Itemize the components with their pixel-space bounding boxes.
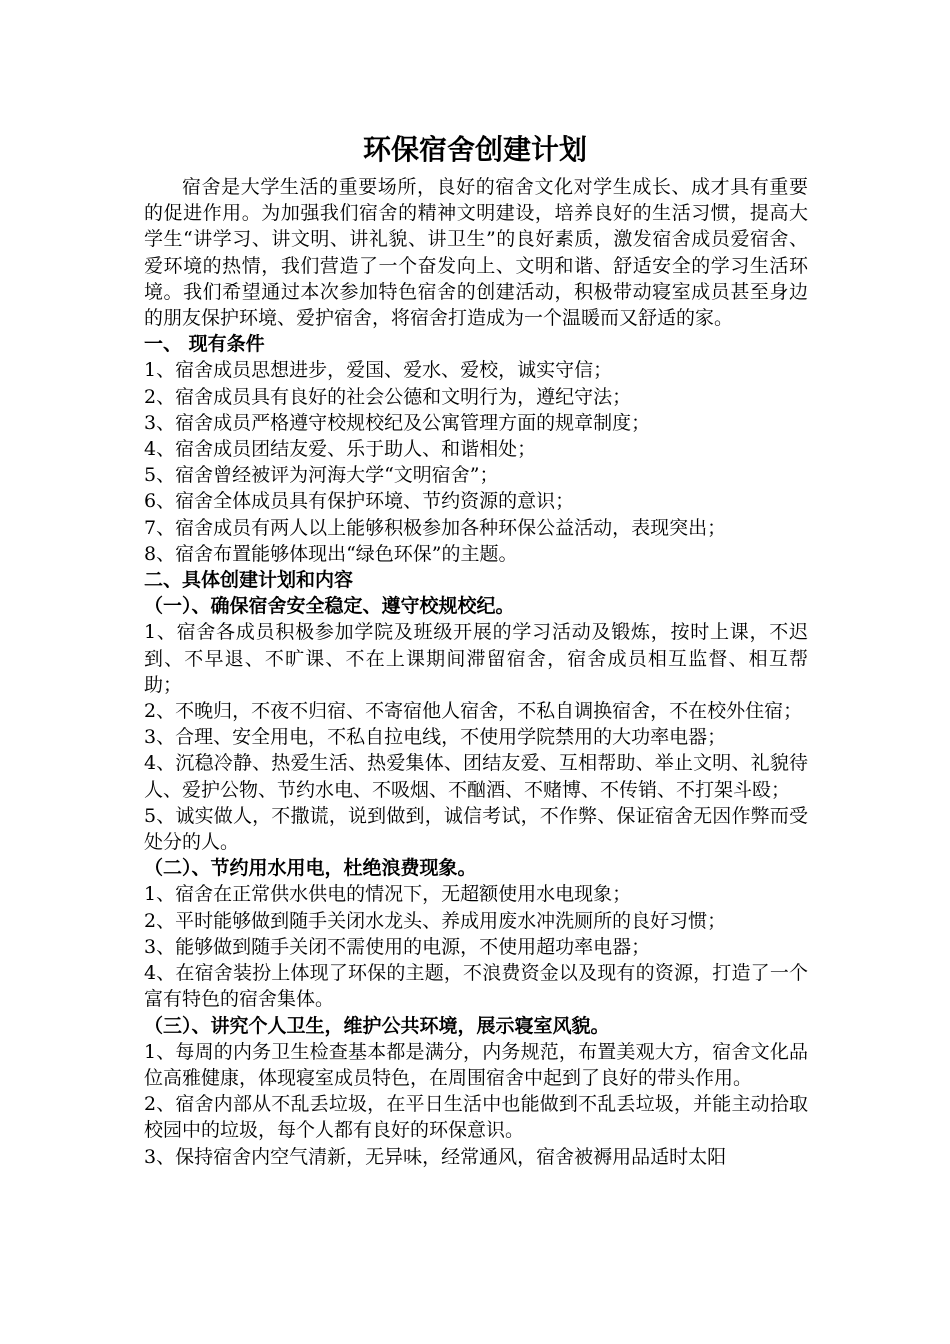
- subsection2-item: 4、在宿舍装扮上体现了环保的主题，不浪费资金以及现有的资源，打造了一个富有特色的宿舍集体。: [144, 962, 808, 1011]
- section2-heading: 二、具体创建计划和内容: [144, 569, 354, 592]
- subsection1-item: 3、合理、安全用电，不私自拉电线，不使用学院禁用的大功率电器；: [144, 726, 727, 749]
- document-title: 环保宿舍创建计划: [362, 133, 587, 166]
- subsection3-item: 2、宿舍内部从不乱丢垃圾，在平日生活中也能做到不乱丢垃圾，并能主动拾取校园中的垃圾，每个人都有良好的环保意识。: [144, 1093, 808, 1142]
- subsection2-item: 3、能够做到随手关闭不需使用的电源，不使用超功率电器；: [144, 935, 651, 958]
- subsection2-item: 1、宿舍在正常供水供电的情况下，无超额使用水电现象；: [144, 883, 632, 906]
- section1-item: 7、宿舍成员有两人以上能够积极参加各种环保公益活动，表现突出；: [144, 516, 727, 539]
- subsection2-item: 2、平时能够做到随手关闭水龙头、养成用废水冲洗厕所的良好习惯；: [144, 909, 727, 932]
- subsection1-item: 2、不晚归，不夜不归宿、不寄宿他人宿舍，不私自调换宿舍，不在校外住宿；: [144, 700, 803, 723]
- section1-item: 5、宿舍曾经被评为河海大学“文明宿舍”；: [144, 464, 499, 487]
- section1-item: 6、宿舍全体成员具有保护环境、节约资源的意识；: [144, 490, 575, 513]
- subsection3-item: 3、保持宿舍内空气清新，无异味，经常通风，宿舍被褥用品适时太阳: [144, 1145, 727, 1168]
- subsection3-item: 1、每周的内务卫生检查基本都是满分，内务规范，布置美观大方，宿舍文化品位高雅健康，体现寝室成员特色，在周围宿舍中起到了良好的带头作用。: [144, 1040, 808, 1089]
- subsection1-item: 1、宿舍各成员积极参加学院及班级开展的学习活动及锻炼，按时上课，不迟到、不早退、不旷课、不在上课期间滞留宿舍，宿舍成员相互监督、相互帮助；: [144, 621, 808, 696]
- subsection1-heading: （一）、确保宿舍安全稳定、遵守校规校纪。: [144, 595, 515, 618]
- section1-item: 2、宿舍成员具有良好的社会公德和文明行为，遵纪守法；: [144, 385, 632, 408]
- section1-heading: 一、 现有条件: [144, 333, 265, 356]
- section1-item: 8、宿舍布置能够体现出“绿色环保”的主题。: [144, 542, 518, 565]
- section1-item: 3、宿舍成员严格遵守校规校纪及公寓管理方面的规章制度；: [144, 411, 651, 434]
- intro-paragraph: 宿舍是大学生活的重要场所，良好的宿舍文化对学生成长、成才具有重要的促进作用。为加强我们宿舍的精神文明建设，培养良好的生活习惯，提高大学生“讲学习、讲文明、讲礼貌、讲卫生”的良好素质，激发宿舍成员爱宿舍、爱环境的热情，我们营造了一个奋发向上、文明和谐、舒适安全的学习生活环境。我们希望通过本次参加特色宿舍的创建活动，积极带动寝室成员甚至身边的朋友保护环境、爱护宿舍，将宿舍打造成为一个温暖而又舒适的家。: [144, 176, 808, 330]
- section1-item: 1、宿舍成员思想进步，爱国、爱水、爱校，诚实守信；: [144, 359, 613, 382]
- subsection3-heading: （三）、讲究个人卫生，维护公共环境，展示寝室风貌。: [144, 1014, 610, 1037]
- subsection1-item: 4、沉稳冷静、热爱生活、热爱集体、团结友爱、互相帮助、举止文明、礼貌待人、爱护公物、节约水电、不吸烟、不酗酒、不赌博、不传销、不打架斗殴；: [144, 752, 808, 801]
- document-body: [144, 174, 808, 1170]
- subsection2-heading: （二）、节约用水用电，杜绝浪费现象。: [144, 857, 477, 880]
- subsection1-item: 5、诚实做人，不撒谎，说到做到，诚信考试，不作弊、保证宿舍无因作弊而受处分的人。: [144, 804, 808, 854]
- section1-item: 4、宿舍成员团结友爱、乐于助人、和谐相处；: [144, 438, 537, 461]
